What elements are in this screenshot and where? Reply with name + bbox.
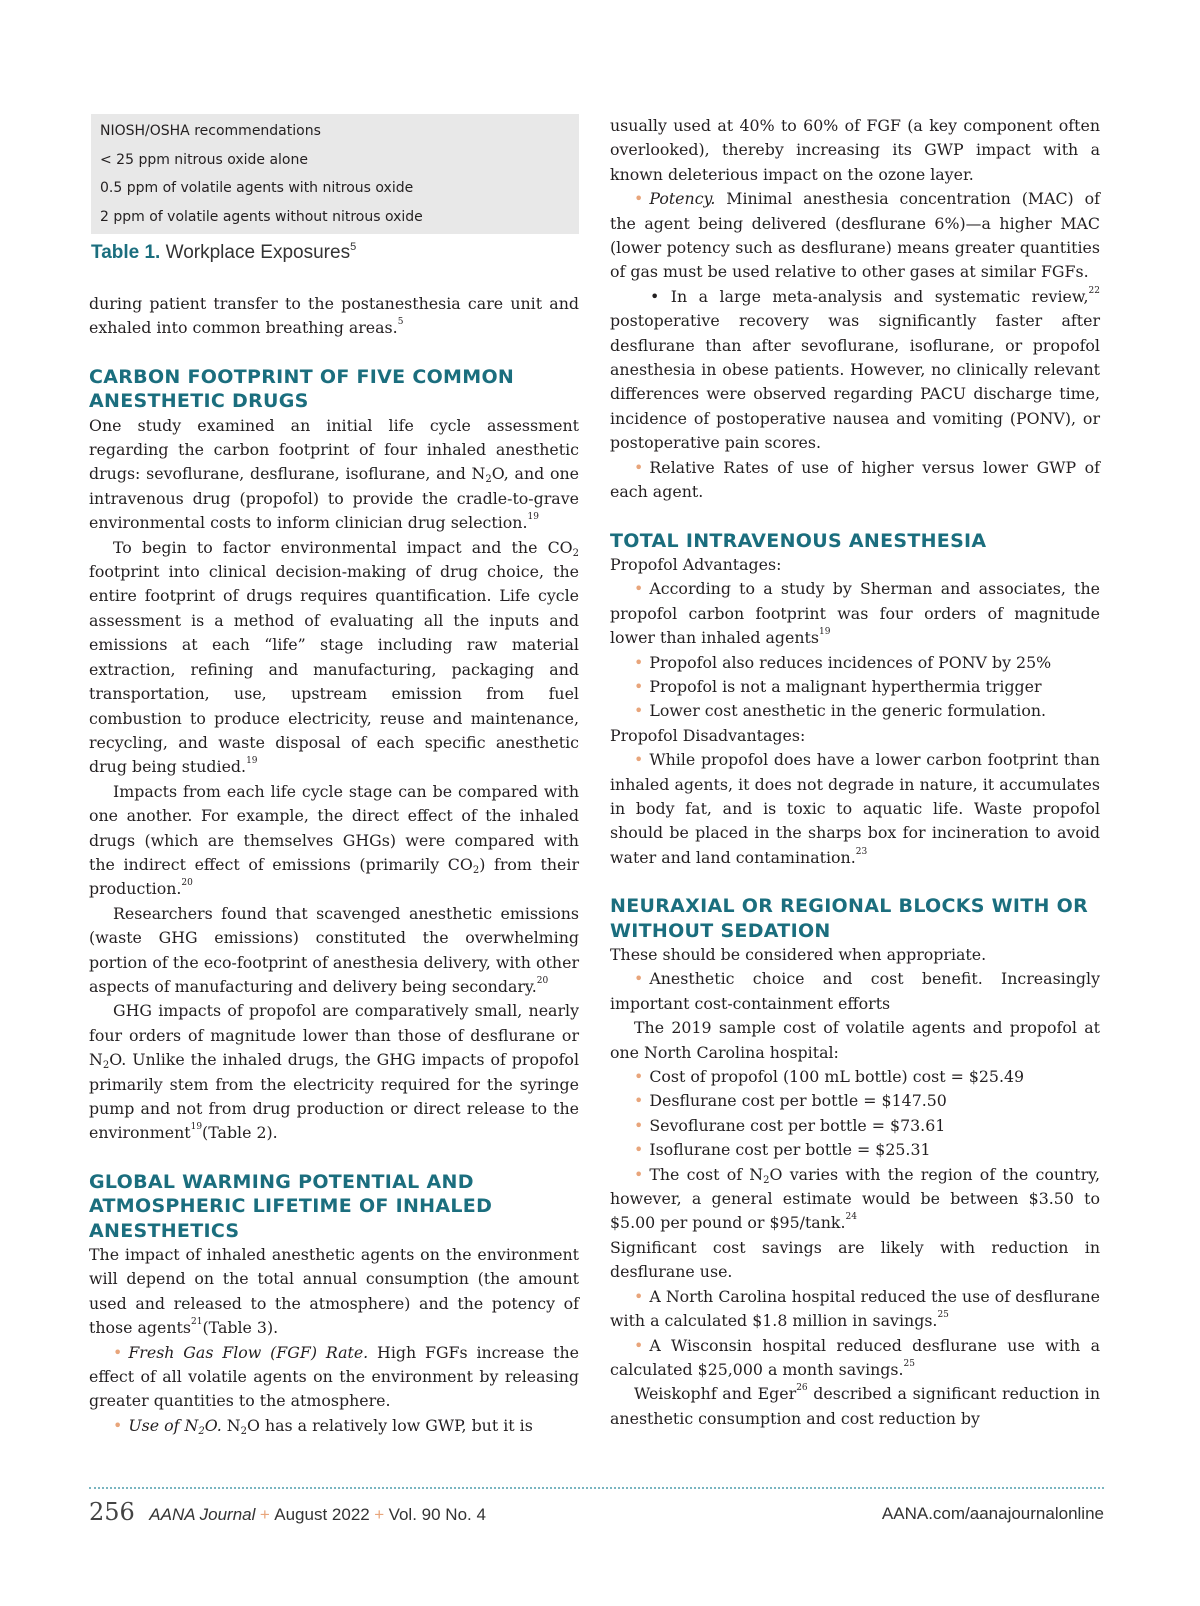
left-body — [89, 292, 579, 1438]
paragraph — [89, 780, 579, 902]
citation: 24 — [845, 1212, 857, 1223]
page-footer — [89, 1498, 1104, 1528]
table-row: 0.5 ppm of volatile agents with nitrous oxide — [100, 180, 414, 196]
issue-date: August 2022 — [274, 1505, 370, 1524]
bullet-lead: Fresh Gas Flow (FGF) Rate. — [128, 1342, 369, 1362]
citation: 25 — [937, 1310, 949, 1321]
caption-label: Table 1. — [91, 242, 161, 263]
page-number: 256 — [89, 1498, 135, 1526]
journal-url[interactable]: AANA.com/aanajournalonline — [881, 1504, 1104, 1523]
bullet-item: • Sevoflurane cost per bottle = $73.61 — [610, 1114, 1100, 1138]
bullet-item: • Desflurane cost per bottle = $147.50 — [610, 1089, 1100, 1113]
bullet-item: • Relative Rates of use of higher versus lower GWP of each agent. — [610, 456, 1100, 505]
paragraph-text: (Table 2). — [202, 1123, 278, 1143]
bullet-item — [610, 577, 1100, 650]
bullet-item — [89, 1341, 579, 1414]
paragraph: Significant cost savings are likely with reduction in desflurane use. — [610, 1237, 1100, 1282]
paragraph: The 2019 sample cost of volatile agents and propofol at one North Carolina hospital: — [610, 1018, 1100, 1062]
paragraph-text: Weiskophf and Eger — [634, 1384, 797, 1404]
citation: 20 — [536, 975, 549, 986]
citation: 22 — [1088, 285, 1100, 296]
paragraph — [89, 536, 579, 780]
bullet-text: • In a large meta-analysis and systematic review, — [650, 286, 1089, 306]
bullet-text: postoperative recovery was significantly faster after desflurane than after sevoflurane, isoflurane, or propofol anesthesia in obese patients. However, no clinically relevant differences were observed regarding PACU discharge time, incidence of postoperative nausea and vomiting (PONV), or postoperative pain scores. — [610, 311, 1100, 453]
heading-gwp: GLOBAL WARMING POTENTIAL AND ATMOSPHERIC LIFETIME OF INHALED ANESTHETICS — [89, 1170, 493, 1242]
subscript: 2 — [572, 547, 579, 559]
table-1 — [91, 114, 579, 234]
volume-info: Vol. 90 No. 4 — [388, 1505, 486, 1524]
paragraph — [610, 1382, 1100, 1431]
citation: 5 — [350, 241, 357, 253]
journal-name: AANA Journal — [149, 1505, 256, 1524]
subscript: 2 — [102, 1060, 110, 1072]
paragraph-text: O. Unlike the inhaled drugs, the GHG impacts of propofol primarily stem from the electricity required for the syringe pump and not from drug production or direct release to the environment — [89, 1050, 579, 1143]
citation: 26 — [796, 1383, 808, 1394]
bullet-text: N — [221, 1415, 241, 1435]
paragraph — [89, 1243, 579, 1341]
table-row: NIOSH/OSHA recommendations — [100, 123, 321, 139]
bullet-item — [89, 1414, 579, 1438]
paragraph-text: (Table 3). — [202, 1318, 279, 1338]
paragraph — [89, 292, 579, 341]
bullet-text: O has a relatively low GWP, but it is — [246, 1415, 533, 1435]
subscript: 2 — [240, 1425, 247, 1437]
subscript: 2 — [485, 474, 492, 486]
citation: 19 — [527, 512, 539, 523]
paragraph-text: ) from their production. — [89, 854, 579, 899]
paragraph — [89, 414, 579, 536]
footer-divider — [89, 1487, 1104, 1489]
paragraph: These should be considered when appropriate. — [610, 945, 987, 964]
bullet-item: • Propofol also reduces incidences of PONV by 25% — [610, 651, 1100, 675]
right-column — [610, 114, 1100, 1431]
bullet-text: O varies with the region of the country, however, a general estimate would be between $3.50 to $5.00 per pound or $95/tank. — [610, 1164, 1100, 1233]
heading-neuraxial: NEURAXIAL OR REGIONAL BLOCKS WITH OR WITHOUT SEDATION — [610, 895, 1089, 942]
citation: 23 — [855, 846, 868, 857]
paragraph: Propofol Disadvantages: — [610, 725, 806, 745]
bullet-item: • Cost of propofol (100 mL bottle) cost = $25.49 — [610, 1065, 1100, 1089]
paragraph — [89, 999, 579, 1145]
paragraph-text: GHG impacts of propofol are comparatively small, nearly four orders of magnitude lower than those of desflurane or N — [89, 1001, 579, 1070]
caption-text: Workplace Exposures — [165, 242, 351, 263]
citation: 25 — [903, 1358, 915, 1369]
paragraph-text: Researchers found that scavenged anesthetic emissions (waste GHG emissions) constituted the overwhelming portion of the eco-footprint of anesthesia delivery, with other aspects of manufacturing and delivery being secondary. — [89, 903, 579, 996]
paragraph-text: The impact of inhaled anesthetic agents on the environment will depend on the total annual consumption (the amount used and released to the atmosphere) and the potency of those agents — [89, 1245, 579, 1338]
bullet-item — [610, 1334, 1100, 1383]
bullet-item: • Anesthetic choice and cost benefit. Increasingly important cost-containment efforts — [610, 967, 1100, 1016]
separator-icon: + — [259, 1505, 270, 1524]
bullet-text: A North Carolina hospital reduced the use of desflurane with a calculated $1.8 million in savings. — [610, 1286, 1100, 1331]
separator-icon: + — [374, 1505, 385, 1524]
paragraph-text: during patient transfer to the postanesthesia care unit and exhaled into common breathing areas. — [89, 294, 579, 338]
table-row: < 25 ppm nitrous oxide alone — [100, 151, 308, 168]
citation: 21 — [191, 1317, 203, 1328]
bullet-text: The cost of N — [649, 1164, 764, 1184]
paragraph: Propofol Advantages: — [610, 554, 782, 574]
bullet-text: According to a study by Sherman and associates, the propofol carbon footprint was four orders of magnitude lower than inhaled agents — [610, 579, 1100, 648]
heading-carbon-footprint: CARBON FOOTPRINT OF FIVE COMMON ANESTHETIC DRUGS — [89, 365, 515, 413]
paragraph: usually used at 40% to 60% of FGF (a key component often overlooked), thereby increasing its GWP impact with a known deleterious impact on the ozone layer. — [610, 116, 1100, 184]
paragraph-text: To begin to factor environmental impact and the CO — [113, 537, 573, 557]
bullet-text: While propofol does have a lower carbon footprint than inhaled agents, it does not degrade in nature, it accumulates in body fat, and is toxic to aquatic life. Waste propofol should be placed in the sharps box for incineration to avoid water and land contamination. — [610, 750, 1100, 867]
paragraph — [89, 902, 579, 1000]
bullet-item: • Lower cost anesthetic in the generic formulation. — [610, 699, 1100, 723]
bullet-lead: Use of $N_2O$. — [128, 1415, 222, 1437]
paragraph-text: described a significant reduction in anesthetic consumption and cost reduction by — [610, 1384, 1101, 1428]
left-column — [89, 114, 579, 1438]
paragraph-text: O, and one intravenous drug (propofol) to provide the cradle-to-grave environmental costs to inform clinician drug selection. — [89, 464, 580, 533]
table-row: 2 ppm of volatile agents without nitrous oxide — [100, 208, 423, 225]
sub-bullet-item — [610, 285, 1100, 456]
citation: 5 — [397, 317, 404, 328]
subscript: 2 — [472, 864, 480, 876]
citation: 19 — [190, 1122, 203, 1133]
citation: 19 — [246, 756, 258, 767]
paragraph-text: Impacts from each life cycle stage can be compared with one another. For example, the direct effect of the inhaled drugs (which are themselves GHGs) were compared with the indirect effect of emissions (primarily CO — [89, 781, 579, 874]
bullet-item — [610, 748, 1100, 870]
subscript: 2 — [763, 1174, 770, 1186]
table-1-caption — [91, 242, 579, 264]
bullet-item — [610, 1285, 1100, 1334]
bullet-item — [610, 187, 1100, 285]
bullet-text: A Wisconsin hospital reduced desflurane use with a calculated $25,000 a month savings. — [610, 1335, 1100, 1379]
bullet-text: High FGFs increase the effect of all volatile agents on the environment by releasing greater quantities to the atmosphere. — [89, 1342, 579, 1411]
citation: 20 — [181, 878, 193, 889]
paragraph-text: One study examined an initial life cycle assessment regarding the carbon footprint of four inhaled anesthetic drugs: sevoflurane, desflurane, isoflurane, and N — [89, 415, 579, 484]
bullet-item: • Isoflurane cost per bottle = $25.31 — [610, 1138, 1100, 1162]
bullet-lead: Potency. — [649, 189, 716, 209]
bullet-item: • Propofol is not a malignant hyperthermia trigger — [610, 675, 1100, 699]
citation: 19 — [819, 627, 831, 638]
heading-tiva: TOTAL INTRAVENOUS ANESTHESIA — [610, 529, 987, 552]
paragraph-text: footprint into clinical decision-making of drug choice, the entire footprint of drugs requires quantification. Life cycle assessment is a method of evaluating all the inputs and emissions at each “life” stage including raw material extraction, refining and manufacturing, packaging and transportation, use, upstream emission from fuel combustion to produce electricity, reuse and maintenance, recycling, and waste disposal of each specific anesthetic drug being studied. — [89, 562, 579, 777]
bullet-item — [610, 1163, 1100, 1236]
bullet-text: Minimal anesthesia concentration (MAC) of the agent being delivered (desflurane 6%)—a higher MAC (lower potency such as desflurane) means greater quantities of gas must be used relative to other gases at similar FGFs. — [610, 189, 1100, 282]
